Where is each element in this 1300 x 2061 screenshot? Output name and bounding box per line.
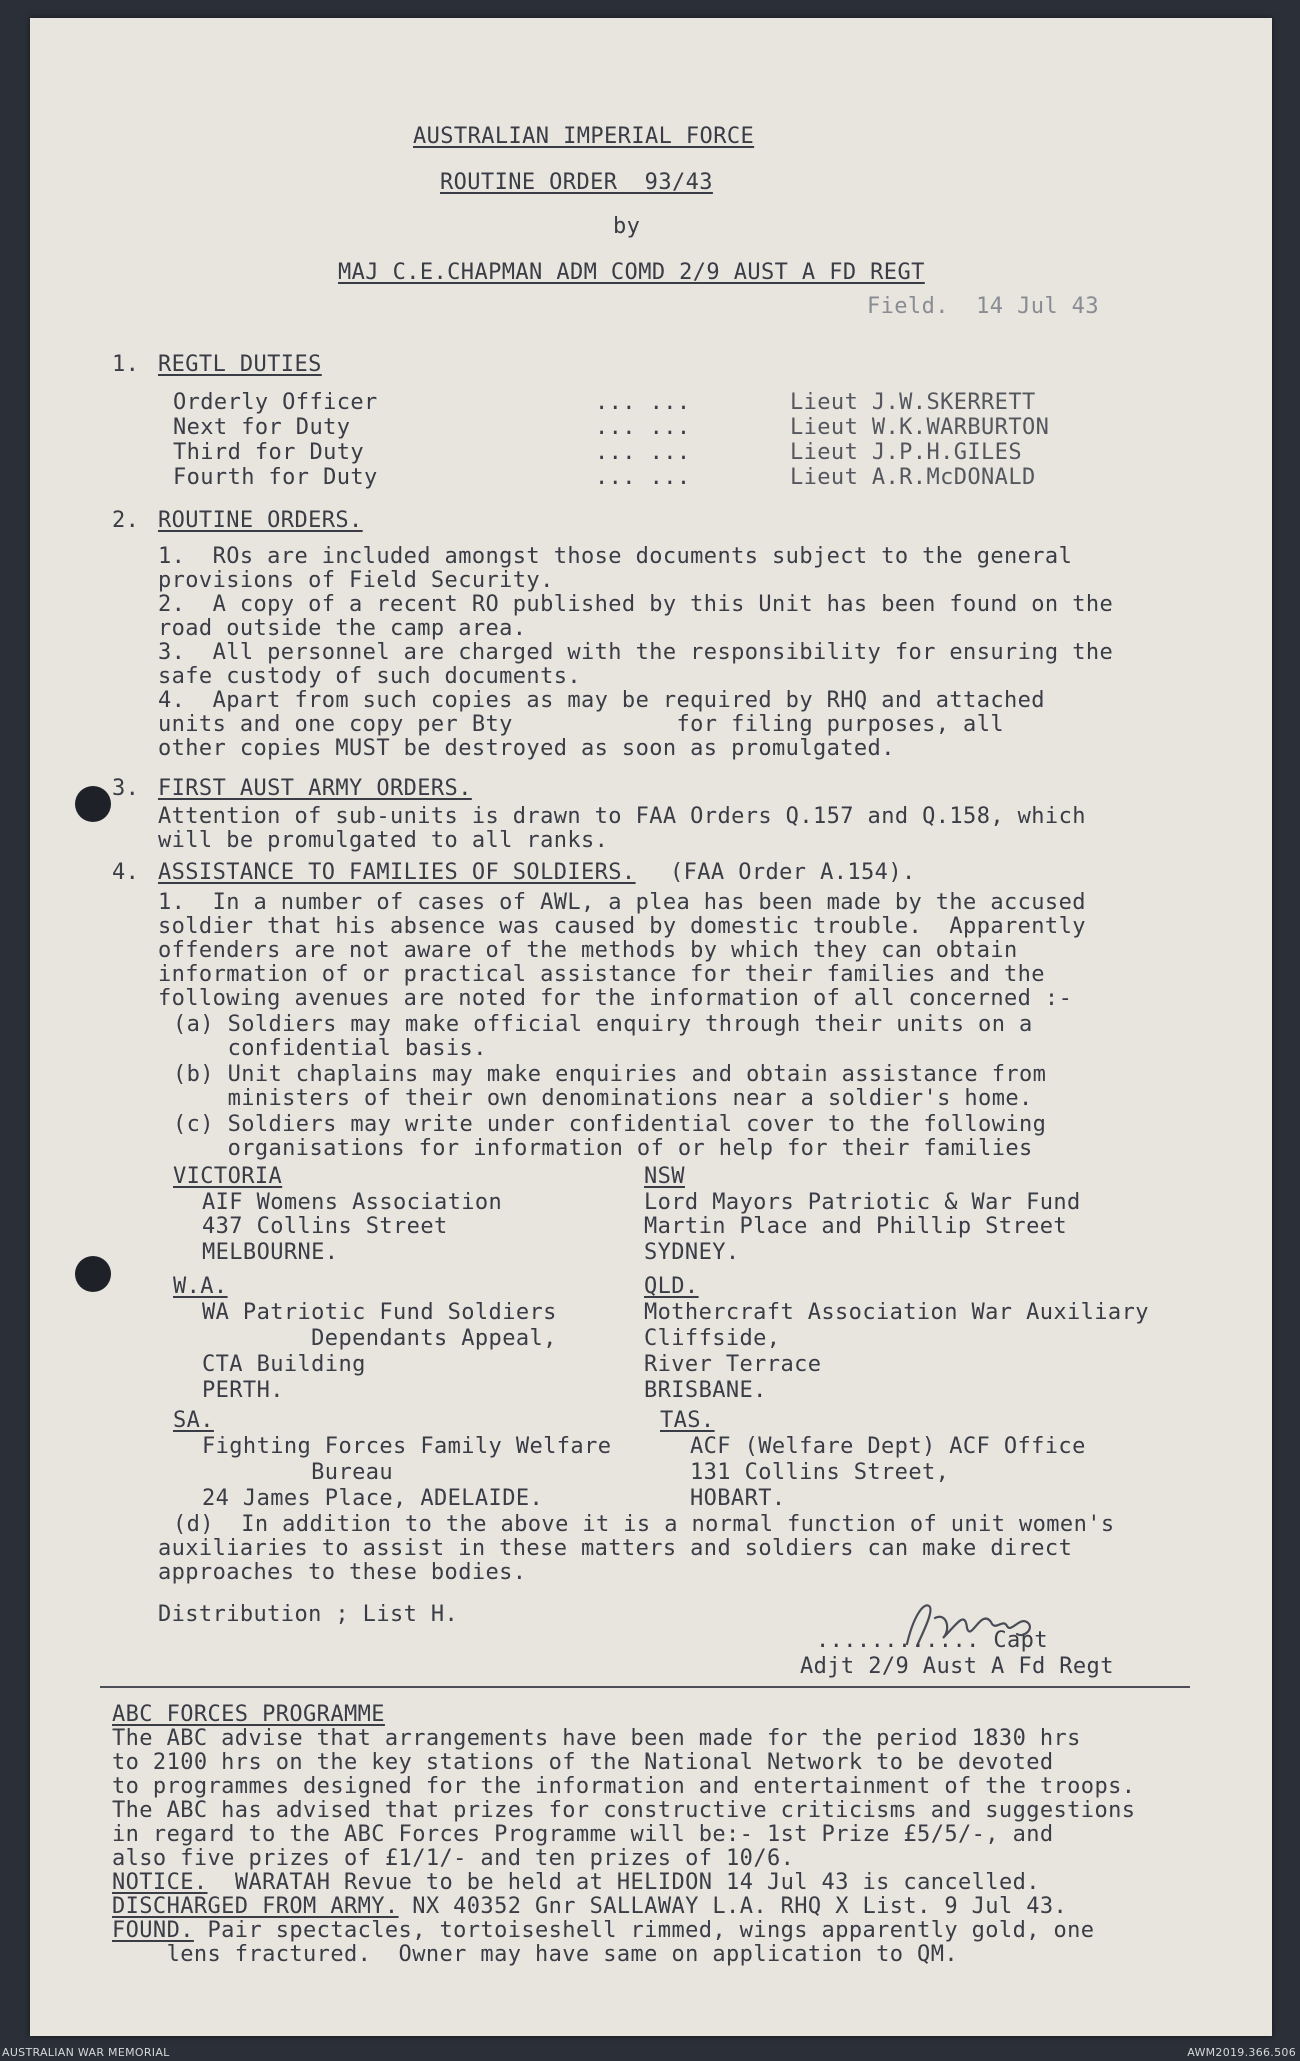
org-wa-line: WA Patriotic Fund Soldiers bbox=[202, 1300, 557, 1325]
org-nsw-heading: NSW bbox=[644, 1164, 685, 1189]
duty-role: Third for Duty bbox=[173, 440, 365, 465]
s4-item: (a) Soldiers may make official enquiry through their units on a bbox=[173, 1012, 1033, 1037]
org-tas-line: ACF (Welfare Dept) ACF Office bbox=[690, 1434, 1086, 1459]
notice-row bbox=[112, 1870, 1040, 1896]
duty-dots: ... ... bbox=[595, 465, 691, 490]
discharged-label: DISCHARGED FROM ARMY. bbox=[112, 1894, 399, 1919]
org-vic-line: MELBOURNE. bbox=[202, 1240, 339, 1265]
org-nsw-line: Lord Mayors Patriotic & War Fund bbox=[644, 1190, 1081, 1215]
header-org: AUSTRALIAN IMPERIAL FORCE bbox=[413, 124, 755, 149]
s1-number: 1. bbox=[112, 352, 140, 377]
abc-line: The ABC advise that arrangements have been made for the period 1830 hrs bbox=[112, 1726, 1081, 1751]
s2-line: safe custody of such documents. bbox=[158, 664, 581, 689]
s2-line: other copies MUST be destroyed as soon as promulgated. bbox=[158, 736, 895, 761]
s1-title: REGTL DUTIES bbox=[158, 352, 322, 377]
org-tas-heading: TAS. bbox=[660, 1408, 715, 1433]
s3-line: Attention of sub-units is drawn to FAA Orders Q.157 and Q.158, which bbox=[158, 804, 1086, 829]
org-wa-heading: W.A. bbox=[173, 1274, 228, 1299]
s2-line: 2. A copy of a recent RO published by this Unit has been found on the bbox=[158, 592, 1114, 617]
s4-number: 4. bbox=[112, 860, 140, 885]
header-place-date: Field. 14 Jul 43 bbox=[867, 294, 1099, 319]
punch-hole-bottom bbox=[75, 1256, 111, 1292]
abc-line: also five prizes of £1/1/- and ten prizes of 10/6. bbox=[112, 1846, 795, 1871]
discharged-text: NX 40352 Gnr SALLAWAY L.A. RHQ X List. 9 Jul 43. bbox=[398, 1894, 1068, 1919]
footer-left: AUSTRALIAN WAR MEMORIAL bbox=[2, 2046, 170, 2059]
s4-line: offenders are not aware of the methods by which they can obtain bbox=[158, 938, 1018, 963]
distribution: Distribution ; List H. bbox=[158, 1602, 459, 1627]
signature-title: Adjt 2/9 Aust A Fd Regt bbox=[800, 1654, 1114, 1679]
duty-role: Orderly Officer bbox=[173, 390, 378, 415]
org-wa-line: PERTH. bbox=[202, 1378, 284, 1403]
s4-item: ministers of their own denominations near a soldier's home. bbox=[173, 1086, 1033, 1111]
notice-label: NOTICE. bbox=[112, 1870, 208, 1895]
duty-role: Fourth for Duty bbox=[173, 465, 378, 490]
abc-line: to 2100 hrs on the key stations of the National Network to be devoted bbox=[112, 1750, 1054, 1775]
org-vic-heading: VICTORIA bbox=[173, 1164, 283, 1189]
org-qld-line: Mothercraft Association War Auxiliary bbox=[644, 1300, 1149, 1325]
s4-line: soldier that his absence was caused by domestic trouble. Apparently bbox=[158, 914, 1086, 939]
org-nsw-line: Martin Place and Phillip Street bbox=[644, 1214, 1067, 1239]
s4-title: ASSISTANCE TO FAMILIES OF SOLDIERS. bbox=[158, 860, 636, 885]
s4-line: information of or practical assistance for their families and the bbox=[158, 962, 1045, 987]
s4-item: organisations for information of or help for their families bbox=[173, 1136, 1033, 1161]
header-by: by bbox=[613, 214, 641, 239]
s2-line: provisions of Field Security. bbox=[158, 568, 554, 593]
s2-title: ROUTINE ORDERS. bbox=[158, 508, 363, 533]
org-sa-line: Bureau bbox=[202, 1460, 394, 1485]
header-order: ROUTINE ORDER 93/43 bbox=[440, 170, 713, 195]
abc-line: to programmes designed for the information and entertainment of the troops. bbox=[112, 1774, 1136, 1799]
abc-line: The ABC has advised that prizes for constructive criticisms and suggestions bbox=[112, 1798, 1136, 1823]
s4-item: (c) Soldiers may write under confidential cover to the following bbox=[173, 1112, 1047, 1137]
abc-title: ABC FORCES PROGRAMME bbox=[112, 1702, 385, 1727]
org-tas-line: 131 Collins Street, bbox=[690, 1460, 950, 1485]
s4-item: confidential basis. bbox=[173, 1036, 487, 1061]
s4-reference: (FAA Order A.154). bbox=[670, 860, 916, 885]
document-page bbox=[30, 18, 1272, 2036]
org-qld-line: Cliffside, bbox=[644, 1326, 781, 1351]
duty-role: Next for Duty bbox=[173, 415, 351, 440]
org-qld-line: BRISBANE. bbox=[644, 1378, 767, 1403]
signature-line: ............ Capt bbox=[816, 1628, 1048, 1653]
found-row bbox=[112, 1918, 1094, 1944]
org-nsw-line: SYDNEY. bbox=[644, 1240, 740, 1265]
s2-line: 4. Apart from such copies as may be required by RHQ and attached bbox=[158, 688, 1045, 713]
s2-line: road outside the camp area. bbox=[158, 616, 527, 641]
s2-number: 2. bbox=[112, 508, 140, 533]
duty-name: Lieut J.P.H.GILES bbox=[790, 440, 1022, 465]
duty-dots: ... ... bbox=[595, 390, 691, 415]
org-wa-line: Dependants Appeal, bbox=[202, 1326, 557, 1351]
org-qld-line: River Terrace bbox=[644, 1352, 822, 1377]
s2-line: 1. ROs are included amongst those documents subject to the general bbox=[158, 544, 1073, 569]
s3-line: will be promulgated to all ranks. bbox=[158, 828, 609, 853]
footer-right: AWM2019.366.506 bbox=[1187, 2046, 1296, 2059]
notice-text: WARATAH Revue to be held at HELIDON 14 Jul 43 is cancelled. bbox=[207, 1870, 1040, 1895]
org-qld-heading: QLD. bbox=[644, 1274, 699, 1299]
duty-name: Lieut A.R.McDONALD bbox=[790, 465, 1036, 490]
s3-number: 3. bbox=[112, 776, 140, 801]
duty-name: Lieut W.K.WARBURTON bbox=[790, 415, 1050, 440]
s4-d-line: auxiliaries to assist in these matters and soldiers can make direct bbox=[158, 1536, 1073, 1561]
org-sa-line: Fighting Forces Family Welfare bbox=[202, 1434, 612, 1459]
header-author: MAJ C.E.CHAPMAN ADM COMD 2/9 AUST A FD REGT bbox=[338, 260, 925, 285]
section-divider bbox=[100, 1686, 1190, 1688]
found-text: Pair spectacles, tortoiseshell rimmed, wings apparently gold, one bbox=[193, 1918, 1095, 1943]
org-sa-heading: SA. bbox=[173, 1408, 214, 1433]
s4-item: (b) Unit chaplains may make enquiries and obtain assistance from bbox=[173, 1062, 1047, 1087]
org-tas-line: HOBART. bbox=[690, 1486, 786, 1511]
s3-title: FIRST AUST ARMY ORDERS. bbox=[158, 776, 472, 801]
s4-d-line: (d) In addition to the above it is a normal function of unit women's bbox=[173, 1512, 1115, 1537]
s2-line: units and one copy per Bty for filing purposes, all bbox=[158, 712, 1004, 737]
org-vic-line: 437 Collins Street bbox=[202, 1214, 448, 1239]
s2-line: 3. All personnel are charged with the responsibility for ensuring the bbox=[158, 640, 1114, 665]
duty-dots: ... ... bbox=[595, 415, 691, 440]
s4-d-line: approaches to these bodies. bbox=[158, 1560, 527, 1585]
duty-dots: ... ... bbox=[595, 440, 691, 465]
discharged-row bbox=[112, 1894, 1067, 1920]
found-line-2: lens fractured. Owner may have same on application to QM. bbox=[112, 1942, 958, 1967]
duty-name: Lieut J.W.SKERRETT bbox=[790, 390, 1036, 415]
found-label: FOUND. bbox=[112, 1918, 194, 1943]
org-sa-line: 24 James Place, ADELAIDE. bbox=[202, 1486, 544, 1511]
s4-line: 1. In a number of cases of AWL, a plea has been made by the accused bbox=[158, 890, 1086, 915]
s4-line: following avenues are noted for the information of all concerned :- bbox=[158, 986, 1073, 1011]
org-vic-line: AIF Womens Association bbox=[202, 1190, 503, 1215]
punch-hole-top bbox=[75, 786, 111, 822]
abc-line: in regard to the ABC Forces Programme will be:- 1st Prize £5/5/-, and bbox=[112, 1822, 1054, 1847]
org-wa-line: CTA Building bbox=[202, 1352, 366, 1377]
